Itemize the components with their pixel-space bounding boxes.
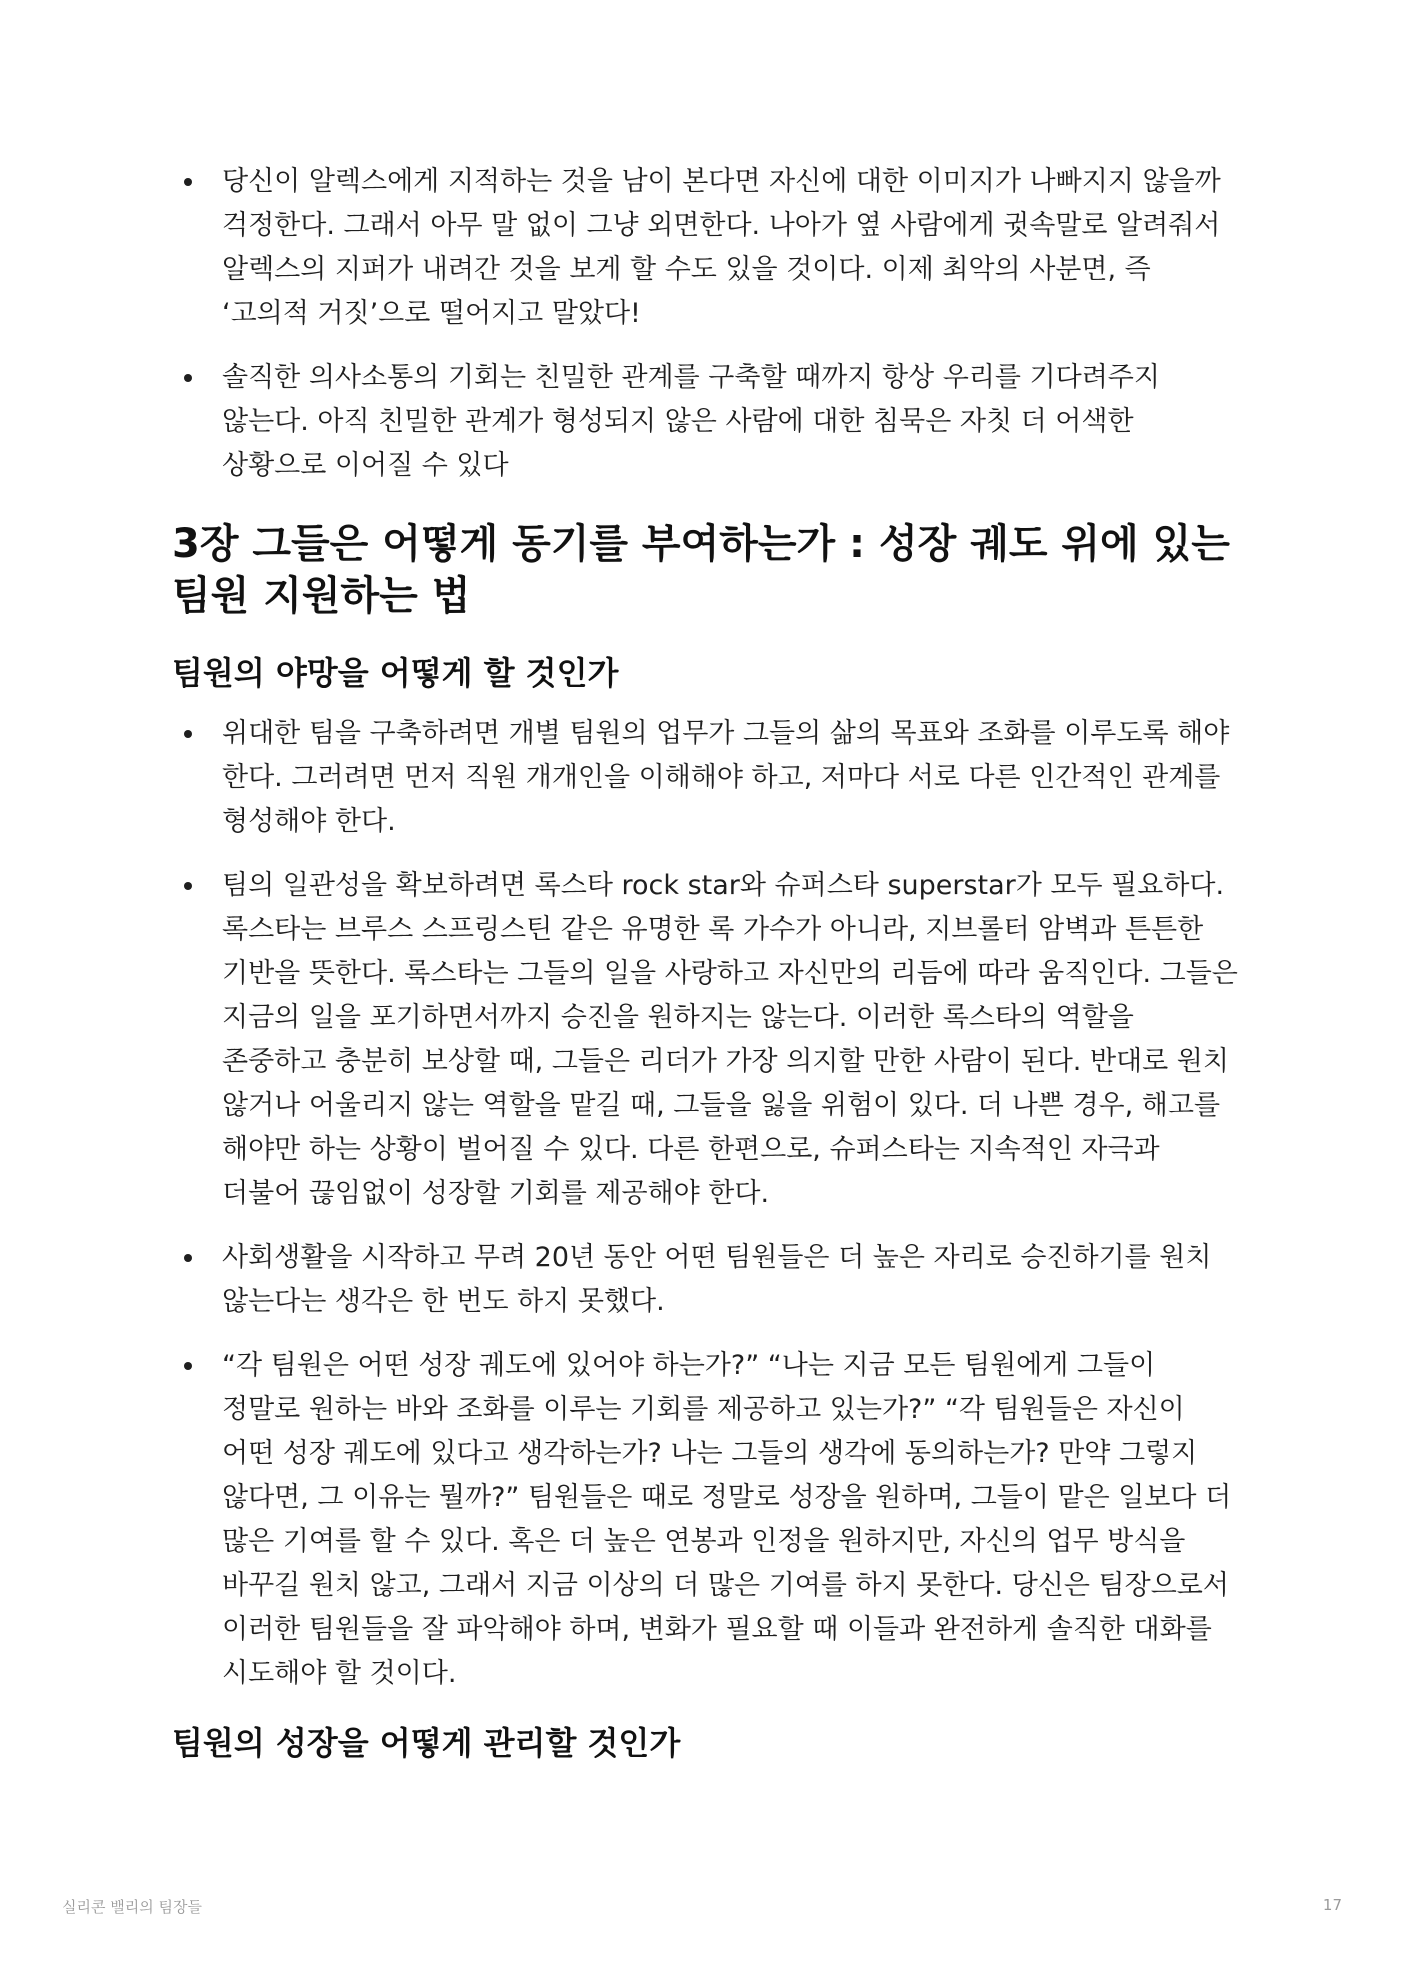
list-item-text: 솔직한 의사소통의 기회는 친밀한 관계를 구축할 때까지 항상 우리를 기다려주지 않는다. 아직 친밀한 관계가 형성되지 않은 사람에 대한 침묵은 자칫 더 어색한 상황으로 이어질 수 있다 — [222, 362, 1160, 481]
section-heading-growth: 팀원의 성장을 어떻게 관리할 것인가 — [172, 1724, 681, 1762]
list-item-text: 팀의 일관성을 확보하려면 록스타 rock star와 슈퍼스타 superstar가 모두 필요하다. 록스타는 브루스 스프링스틴 같은 유명한 록 가수가 아니라, 지브롤터 암벽과 튼튼한 기반을 뜻한다. 록스타는 그들의 일을 사랑하고 자신만의 리듬에 따라 움직인다. 그들은 지금의 일을 포기하면서까지 승진을 원하지는 않는다. 이러한 록스타의 역할을 존중하고 충분히 보상할 때, 그들은 리더가 가장 의지할 만한 사람이 된다. 반대로 원치 않거나 어울리지 않는 역할을 맡길 때, 그들을 잃을 위험이 있다. 더 나쁜 경우, 해고를 해야만 하는 상황이 벌어질 수 있다. 다른 한편으로, 슈퍼스타는 지속적인 자극과 더불어 끊임없이 성장할 기회를 제공해야 한다. — [222, 870, 1238, 1209]
bullet-dot-icon — [184, 730, 192, 738]
bullet-list-ambition — [172, 712, 1238, 1696]
page-content — [172, 160, 1238, 1782]
bullet-dot-icon — [184, 374, 192, 382]
bullet-dot-icon — [184, 1254, 192, 1262]
list-item-text: 사회생활을 시작하고 무려 20년 동안 어떤 팀원들은 더 높은 자리로 승진하기를 원치 않는다는 생각은 한 번도 하지 못했다. — [222, 1242, 1212, 1317]
list-item — [172, 1344, 1238, 1696]
list-item-text: “각 팀원은 어떤 성장 궤도에 있어야 하는가?” “나는 지금 모든 팀원에게 그들이 정말로 원하는 바와 조화를 이루는 기회를 제공하고 있는가?” “각 팀원들은 자신이 어떤 성장 궤도에 있다고 생각하는가? 나는 그들의 생각에 동의하는가? 만약 그렇지 않다면, 그 이유는 뭘까?” 팀원들은 때로 정말로 성장을 원하며, 그들이 맡은 일보다 더 많은 기여를 할 수 있다. 혹은 더 높은 연봉과 인정을 원하지만, 자신의 업무 방식을 바꾸길 원치 않고, 그래서 지금 이상의 더 많은 기여를 하지 못한다. 당신은 팀장으로서 이러한 팀원들을 잘 파악해야 하며, 변화가 필요할 때 이들과 완전하게 솔직한 대화를 시도해야 할 것이다. — [222, 1350, 1232, 1689]
section-heading-ambition: 팀원의 야망을 어떻게 할 것인가 — [172, 654, 619, 692]
bullet-dot-icon — [184, 178, 192, 186]
list-item-text: 당신이 알렉스에게 지적하는 것을 남이 본다면 자신에 대한 이미지가 나빠지지 않을까 걱정한다. 그래서 아무 말 없이 그냥 외면한다. 나아가 옆 사람에게 귓속말로 알려줘서 알렉스의 지퍼가 내려간 것을 보게 할 수도 있을 것이다. 이제 최악의 사분면, 즉 ‘고의적 거짓’으로 떨어지고 말았다! — [222, 166, 1221, 329]
footer-page-number: 17 — [1322, 1896, 1342, 1914]
list-item-text: 위대한 팀을 구축하려면 개별 팀원의 업무가 그들의 삶의 목표와 조화를 이루도록 해야 한다. 그러려면 먼저 직원 개개인을 이해해야 하고, 저마다 서로 다른 인간적인 관계를 형성해야 한다. — [222, 718, 1230, 837]
list-item — [172, 864, 1238, 1216]
list-item — [172, 356, 1238, 488]
chapter-title: 3장 그들은 어떻게 동기를 부여하는가 : 성장 궤도 위에 있는 팀원 지원하는 법 — [172, 521, 1230, 619]
bullet-list-top — [172, 160, 1238, 488]
list-item — [172, 712, 1238, 844]
bullet-dot-icon — [184, 882, 192, 890]
footer-book-title: 실리콘 밸리의 팀장들 — [62, 1898, 202, 1916]
list-item — [172, 1236, 1238, 1324]
list-item — [172, 160, 1238, 336]
bullet-dot-icon — [184, 1362, 192, 1370]
